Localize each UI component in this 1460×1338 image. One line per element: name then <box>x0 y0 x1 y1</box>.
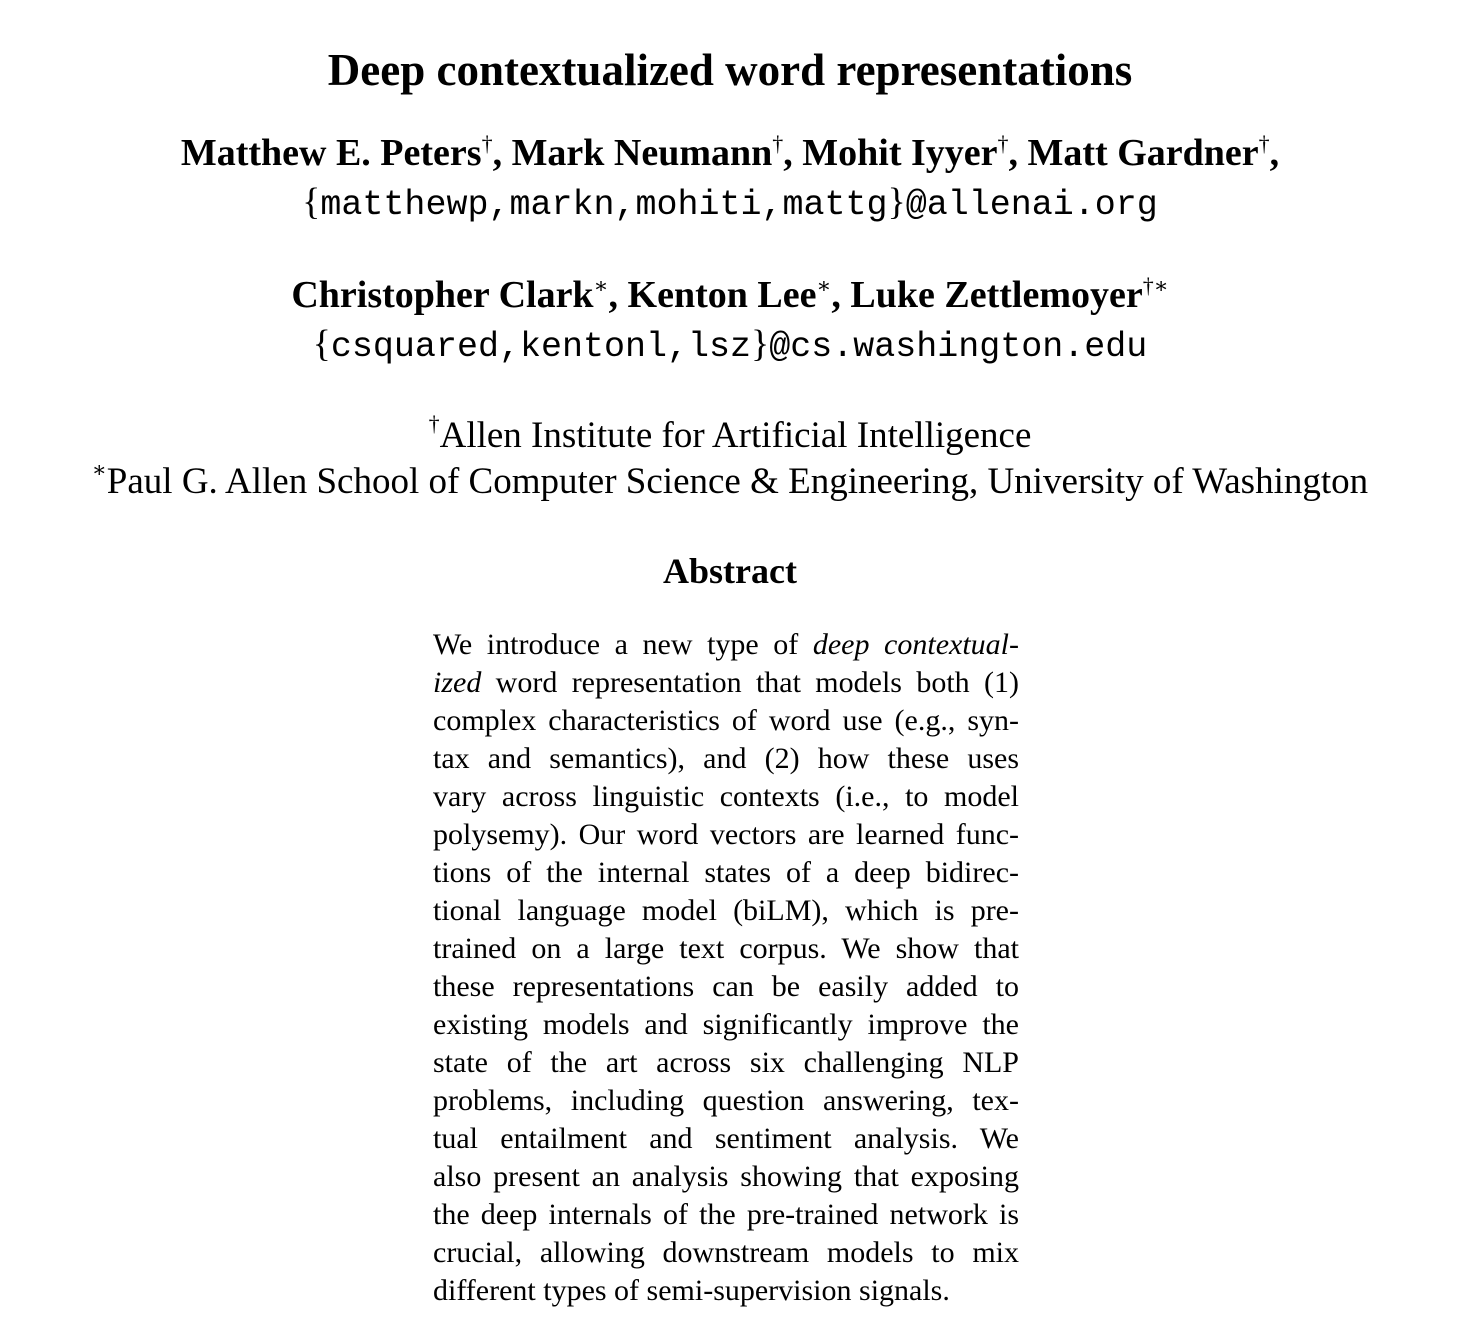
abstract-text: existing models and significantly improve the <box>433 1008 1019 1041</box>
abstract-line <box>433 930 1019 968</box>
abstract-text: tional language model (biLM), which is pre- <box>433 894 1019 927</box>
abstract-text: the deep internals of the pre-trained network is <box>433 1198 1019 1231</box>
abstract-text: polysemy). Our word vectors are learned func- <box>433 818 1019 851</box>
email-allenai <box>0 180 1460 227</box>
abstract-text: state of the art across six challenging NLP <box>433 1046 1019 1079</box>
author-name: Mohit Iyyer <box>802 132 998 174</box>
abstract-text: problems, including question answering, tex- <box>433 1084 1019 1117</box>
abstract-heading: Abstract <box>663 551 797 591</box>
email-uw <box>0 322 1460 369</box>
abstract-line <box>433 1272 1019 1310</box>
abstract-text: trained on a large text corpus. We show that <box>433 932 1019 965</box>
email-users: csquared,kentonl,lsz <box>330 327 751 367</box>
brace: { <box>302 181 321 223</box>
separator: , <box>1269 132 1280 174</box>
email-domain: @allenai.org <box>905 185 1158 225</box>
affiliation-mark: ∗ <box>816 273 832 298</box>
abstract-line <box>433 702 1019 740</box>
abstract-line <box>433 1158 1019 1196</box>
abstract-text: crucial, allowing downstream models to mix <box>433 1236 1019 1269</box>
email-domain: @cs.washington.edu <box>769 327 1148 367</box>
abstract-line <box>433 854 1019 892</box>
abstract-emphasis: ized <box>433 666 482 699</box>
author-name: Matthew E. Peters <box>180 132 482 174</box>
abstract-line <box>433 1044 1019 1082</box>
affiliation-name: Paul G. Allen School of Computer Science & Engineering, University of Washington <box>106 461 1369 502</box>
abstract-text: also present an analysis showing that exposing <box>433 1160 1019 1193</box>
brace: { <box>312 323 331 365</box>
abstract-line <box>433 816 1019 854</box>
author-name: Christopher Clark <box>291 274 594 316</box>
abstract-text: tax and semantics), and (2) how these uses <box>433 742 1019 775</box>
author-name: Kenton Lee <box>627 274 817 316</box>
email-users: matthewp,markn,mohiti,mattg <box>320 185 888 225</box>
author-name: Mark Neumann <box>511 132 773 174</box>
affiliation-mark: ∗ <box>91 457 107 482</box>
author-name: Matt Gardner <box>1027 132 1259 174</box>
affiliation-allenai <box>0 413 1460 459</box>
abstract-text: word representation that models both (1) <box>481 666 1019 699</box>
paper-title: Deep contextualized word representations <box>327 45 1133 95</box>
abstract-line <box>433 778 1019 816</box>
brace: } <box>751 323 770 365</box>
abstract-text: vary across linguistic contexts (i.e., to model <box>433 780 1019 813</box>
affiliation-mark: ∗ <box>593 273 609 298</box>
abstract-text: tual entailment and sentiment analysis. We <box>433 1122 1019 1155</box>
abstract-line <box>433 968 1019 1006</box>
affiliation-mark: † <box>1258 131 1270 156</box>
abstract-line <box>433 1196 1019 1234</box>
separator: , <box>1008 132 1019 174</box>
affiliation-mark: † <box>772 131 784 156</box>
affiliation-mark: †∗ <box>1142 273 1169 298</box>
abstract-line <box>433 626 1019 664</box>
affiliation-mark: † <box>997 131 1009 156</box>
abstract-text: complex characteristics of word use (e.g., syn- <box>433 704 1019 737</box>
abstract-body <box>433 626 1019 1310</box>
abstract-line <box>433 1234 1019 1272</box>
affiliation-name: Allen Institute for Artificial Intelligence <box>439 415 1032 456</box>
separator: , <box>831 274 841 316</box>
abstract-emphasis: deep contextual- <box>812 628 1019 661</box>
abstract-line <box>433 1006 1019 1044</box>
affiliation-mark: † <box>481 131 493 156</box>
abstract-line <box>433 1082 1019 1120</box>
separator: , <box>783 132 793 174</box>
separator: , <box>492 132 503 174</box>
author-list-allenai <box>0 131 1460 175</box>
affiliation-uw <box>0 459 1460 505</box>
author-list-uw <box>0 273 1460 317</box>
separator: , <box>608 274 619 316</box>
abstract-line <box>433 1120 1019 1158</box>
abstract-line <box>433 740 1019 778</box>
abstract-text: these representations can be easily added to <box>433 970 1019 1003</box>
abstract-line <box>433 664 1019 702</box>
brace: } <box>887 181 906 223</box>
abstract-text: tions of the internal states of a deep bidirec- <box>433 856 1019 889</box>
author-name: Luke Zettlemoyer <box>850 274 1143 316</box>
abstract-text: We introduce a new type of <box>433 628 813 661</box>
abstract-line <box>433 892 1019 930</box>
abstract-text: different types of semi-supervision signals. <box>433 1274 950 1307</box>
affiliation-mark: † <box>428 411 440 436</box>
